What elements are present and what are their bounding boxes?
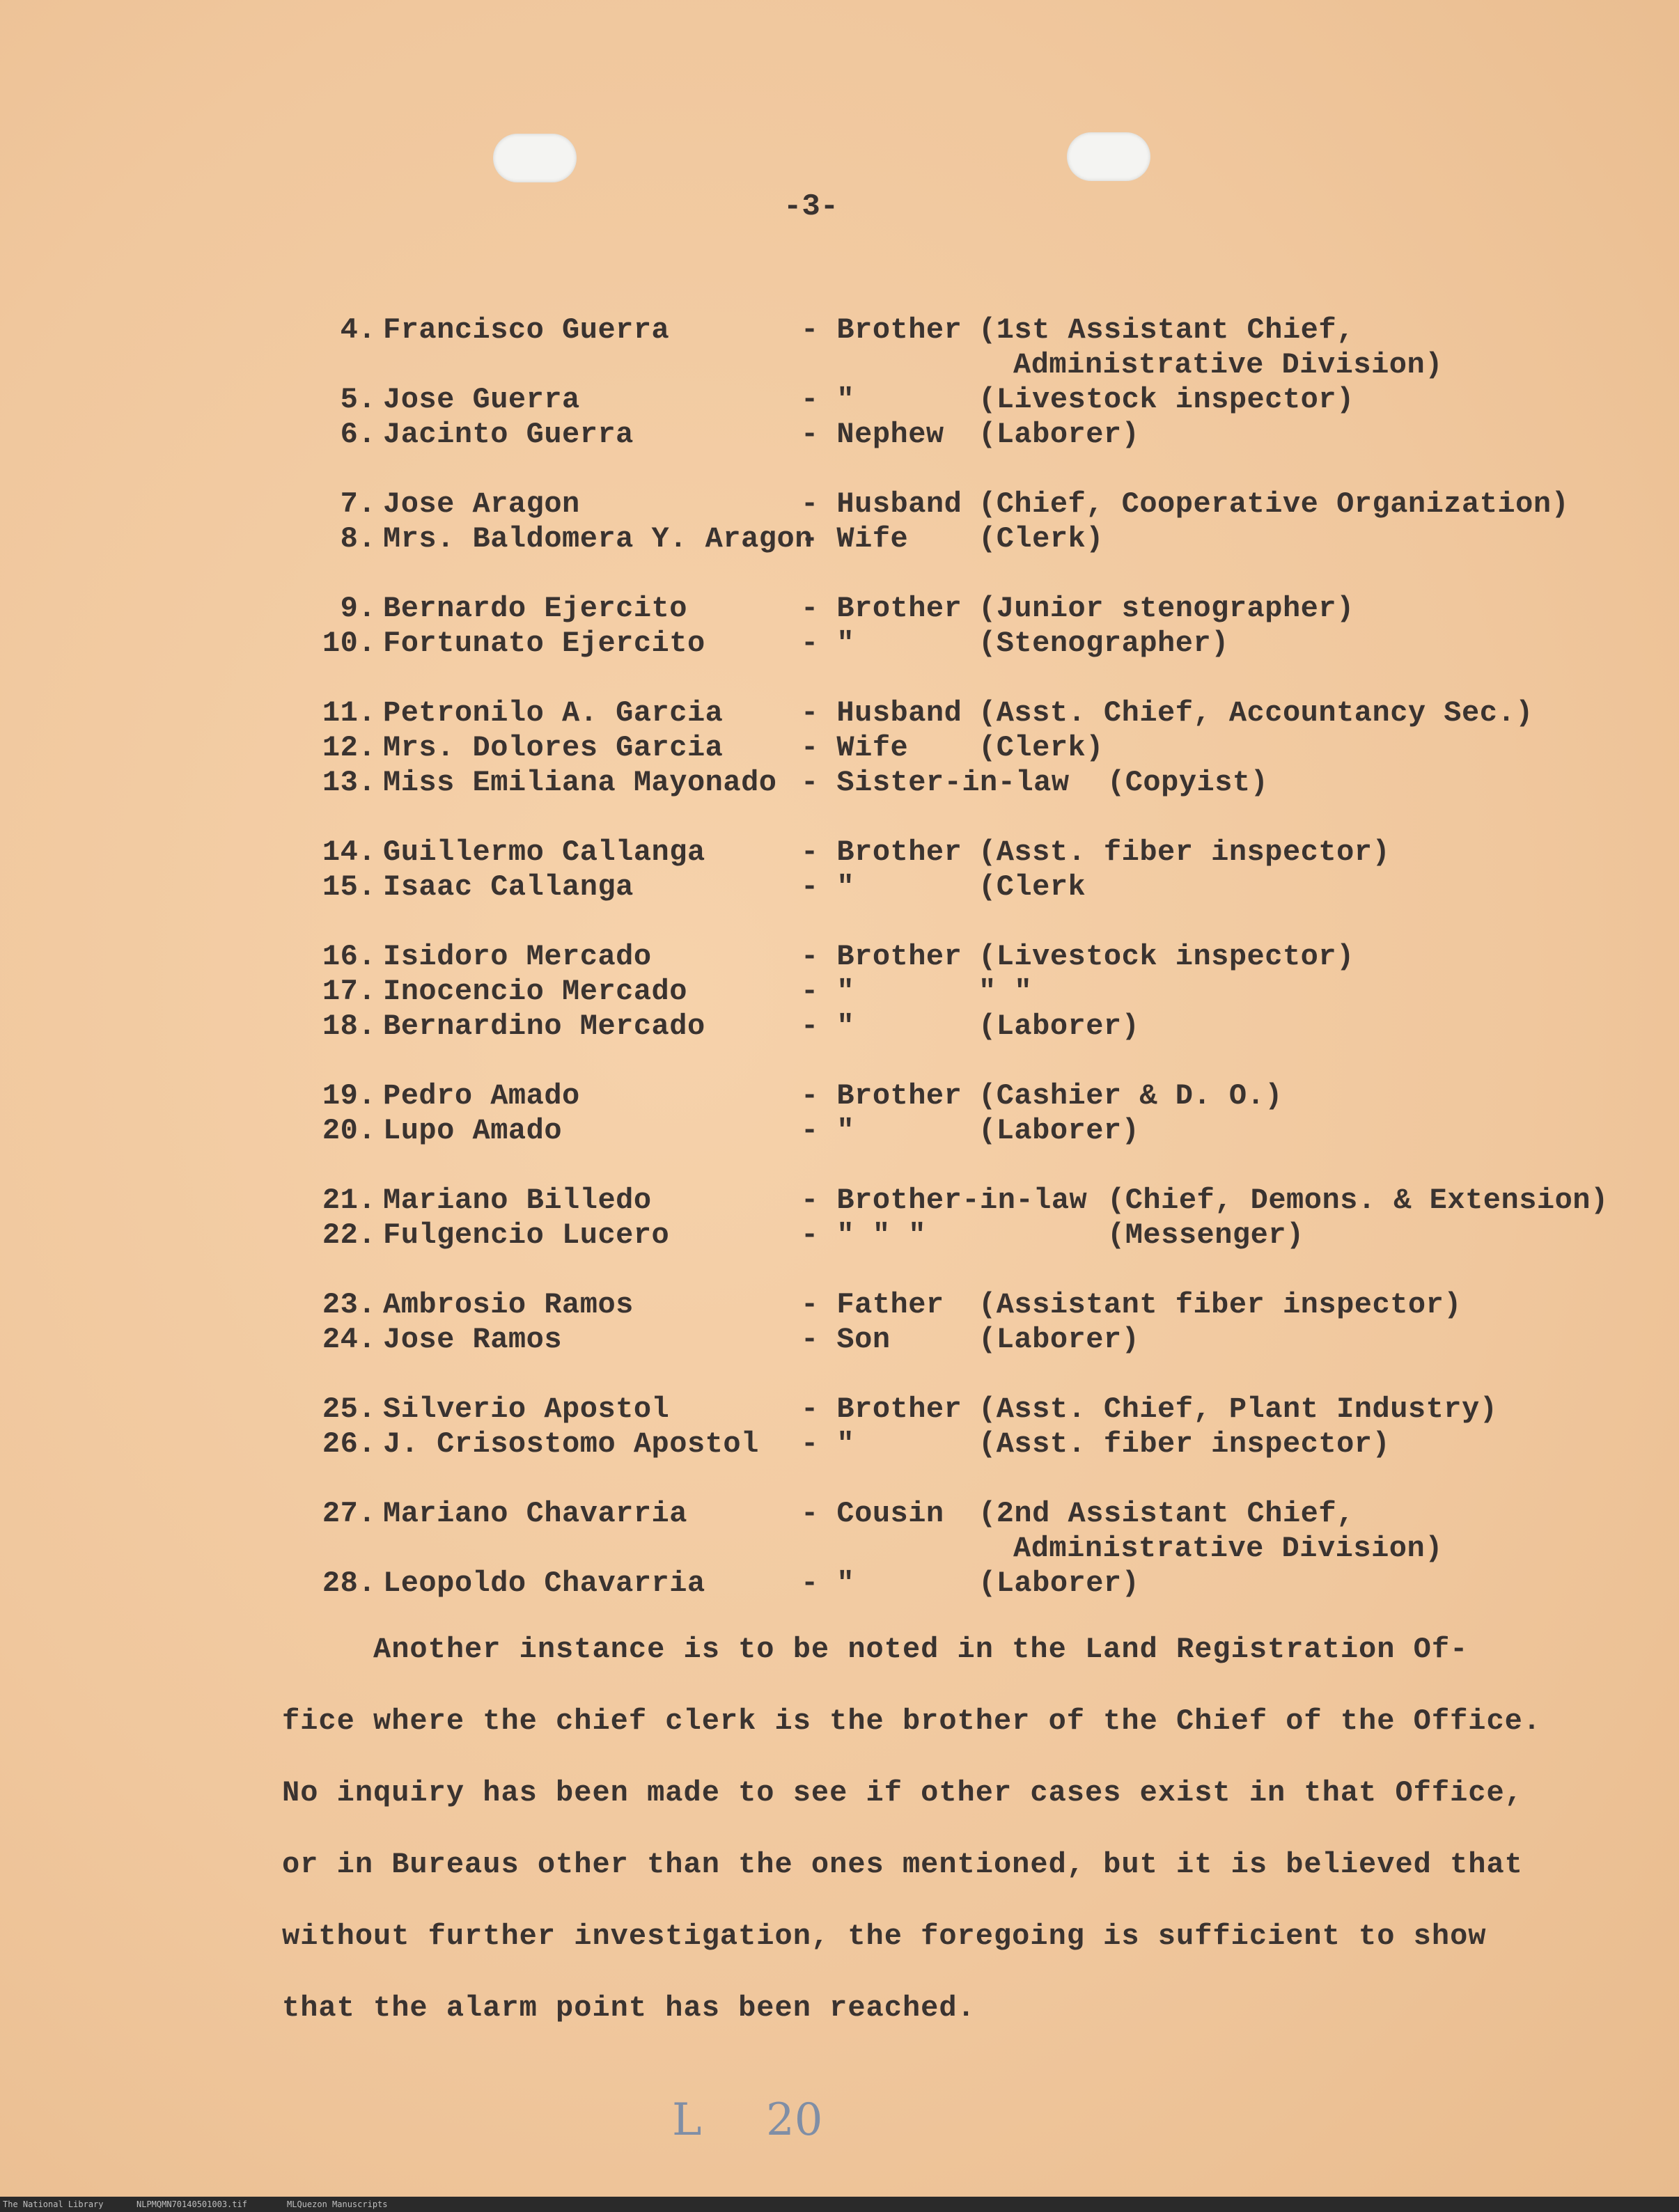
paragraph-line: or in Bureaus other than the ones mentioned, but it is believed that xyxy=(282,1848,1523,1881)
entry-number: 10. xyxy=(322,627,376,660)
entry-relation: - " xyxy=(801,383,855,416)
entry-number: 4. xyxy=(340,313,376,347)
annotation-number: 20 xyxy=(766,2094,823,2146)
paragraph-line: that the alarm point has been reached. xyxy=(282,1991,976,2025)
entry-number: 27. xyxy=(322,1497,376,1530)
entry-name: Mariano Chavarria xyxy=(383,1497,687,1530)
entry-position: (Laborer) xyxy=(978,1114,1140,1147)
footer-file: NLPMQMN70140501003.tif xyxy=(136,2199,247,2209)
entry-relation: - " xyxy=(801,627,855,660)
entry-position: (Clerk xyxy=(978,870,1086,904)
entry-relation: - Brother xyxy=(801,836,962,869)
entry-position-continued: Administrative Division) xyxy=(1013,1532,1443,1565)
entry-relation: - " xyxy=(801,1427,855,1461)
paragraph-line: No inquiry has been made to see if other cases exist in that Office, xyxy=(282,1776,1523,1810)
entry-name: Mrs. Dolores Garcia xyxy=(383,731,724,764)
entry-name: Fulgencio Lucero xyxy=(383,1218,670,1252)
entry-relation: - Husband xyxy=(801,696,962,730)
entry-position: (Asst. fiber inspector) xyxy=(978,1427,1391,1461)
entry-row xyxy=(299,1567,705,1600)
entry-relation: - Brother xyxy=(801,592,962,625)
entry-position: (Livestock inspector) xyxy=(978,940,1354,973)
entry-row xyxy=(299,1184,652,1217)
entry-number: 19. xyxy=(322,1079,376,1113)
entry-name: Silverio Apostol xyxy=(383,1393,670,1426)
entry-position: (Junior stenographer) xyxy=(978,592,1354,625)
entry-position: (Assistant fiber inspector) xyxy=(978,1288,1462,1321)
entry-number: 11. xyxy=(322,696,376,730)
entry-position: (Asst. Chief, Accountancy Sec.) xyxy=(978,696,1533,730)
entry-position: (Asst. fiber inspector) xyxy=(978,836,1391,869)
entry-position: (Messenger) xyxy=(1107,1218,1304,1252)
entry-relation: - " xyxy=(801,1567,855,1600)
page-number: -3- xyxy=(783,189,839,224)
paragraph-line: without further investigation, the foregoing is sufficient to show xyxy=(282,1920,1487,1953)
entry-position: (Laborer) xyxy=(978,418,1140,451)
entry-name: Bernardo Ejercito xyxy=(383,592,687,625)
entry-position: " " xyxy=(978,975,1033,1008)
entry-position: (Clerk) xyxy=(978,731,1104,764)
entry-relation: - Son xyxy=(801,1323,891,1356)
entry-row xyxy=(299,1079,580,1113)
entry-relation: - Brother xyxy=(801,1079,962,1113)
entry-relation: - Wife xyxy=(801,522,909,556)
entry-relation: - " xyxy=(801,870,855,904)
entry-name: Jose Aragon xyxy=(383,487,580,521)
entry-name: Mrs. Baldomera Y. Aragon xyxy=(383,522,813,556)
entry-row xyxy=(299,696,723,730)
entry-row xyxy=(299,418,634,451)
entry-position-continued: Administrative Division) xyxy=(1013,348,1443,382)
entry-position: (Laborer) xyxy=(978,1323,1140,1356)
entry-number: 6. xyxy=(340,418,376,451)
annotation-letter: L xyxy=(672,2094,702,2146)
entry-position: (Chief, Cooperative Organization) xyxy=(978,487,1570,521)
entry-number: 18. xyxy=(322,1010,376,1043)
entry-number: 9. xyxy=(340,592,376,625)
entry-position: (Livestock inspector) xyxy=(978,383,1354,416)
entry-number: 12. xyxy=(322,731,376,764)
entry-name: Guillermo Callanga xyxy=(383,836,705,869)
entry-position: (Copyist) xyxy=(1107,766,1269,799)
entry-relation: - Father xyxy=(801,1288,944,1321)
entry-row xyxy=(299,627,705,660)
entry-name: Isidoro Mercado xyxy=(383,940,652,973)
entry-row xyxy=(299,313,669,347)
entry-name: Isaac Callanga xyxy=(383,870,634,904)
entry-position: (1st Assistant Chief, xyxy=(978,313,1354,347)
paragraph-line: Another instance is to be noted in the Land Registration Of- xyxy=(282,1633,1469,1666)
entry-row xyxy=(299,487,580,521)
entry-relation: - Wife xyxy=(801,731,909,764)
entry-position: (2nd Assistant Chief, xyxy=(978,1497,1354,1530)
entry-relation: - " " " xyxy=(801,1218,926,1252)
entry-relation: - Nephew xyxy=(801,418,944,451)
entry-position: (Asst. Chief, Plant Industry) xyxy=(978,1393,1498,1426)
paragraph-line: fice where the chief clerk is the brother of the Chief of the Office. xyxy=(282,1704,1542,1738)
entry-position: (Cashier & D. O.) xyxy=(978,1079,1283,1113)
entry-position: (Stenographer) xyxy=(978,627,1229,660)
entry-number: 25. xyxy=(322,1393,376,1426)
entry-row xyxy=(299,1323,562,1356)
entry-number: 20. xyxy=(322,1114,376,1147)
entry-number: 17. xyxy=(322,975,376,1008)
entry-name: J. Crisostomo Apostol xyxy=(383,1427,759,1461)
entry-number: 28. xyxy=(322,1567,376,1600)
footer-library: The National Library xyxy=(3,2199,104,2209)
entry-name: Miss Emiliana Mayonado xyxy=(383,766,777,799)
punch-hole-left xyxy=(493,134,577,182)
entry-name: Ambrosio Ramos xyxy=(383,1288,634,1321)
entry-relation: - Brother xyxy=(801,1393,962,1426)
entry-relation: - Brother xyxy=(801,940,962,973)
entry-number: 24. xyxy=(322,1323,376,1356)
entry-name: Jose Guerra xyxy=(383,383,580,416)
entry-relation: - " xyxy=(801,1010,855,1043)
entry-name: Leopoldo Chavarria xyxy=(383,1567,705,1600)
entry-row xyxy=(299,1497,687,1530)
entry-row xyxy=(299,1288,634,1321)
entry-name: Mariano Billedo xyxy=(383,1184,652,1217)
entry-number: 8. xyxy=(340,522,376,556)
entry-row xyxy=(299,766,777,799)
entry-number: 13. xyxy=(322,766,376,799)
entry-position: (Laborer) xyxy=(978,1567,1140,1600)
entry-row xyxy=(299,1010,705,1043)
entry-row xyxy=(299,1114,562,1147)
entry-name: Bernardino Mercado xyxy=(383,1010,705,1043)
entry-number: 15. xyxy=(322,870,376,904)
entry-relation: - " xyxy=(801,1114,855,1147)
entry-position: (Chief, Demons. & Extension) xyxy=(1107,1184,1609,1217)
entry-row xyxy=(299,731,723,764)
entry-position: (Laborer) xyxy=(978,1010,1140,1043)
entry-name: Petronilo A. Garcia xyxy=(383,696,724,730)
entry-position: (Clerk) xyxy=(978,522,1104,556)
entry-name: Fortunato Ejercito xyxy=(383,627,705,660)
entry-row xyxy=(299,592,687,625)
entry-row xyxy=(299,1393,669,1426)
entry-name: Jacinto Guerra xyxy=(383,418,634,451)
entry-row xyxy=(299,836,705,869)
entry-row xyxy=(299,870,634,904)
entry-number: 26. xyxy=(322,1427,376,1461)
punch-hole-right xyxy=(1067,132,1150,181)
entry-relation: - Brother xyxy=(801,313,962,347)
entry-row xyxy=(299,522,813,556)
entry-row xyxy=(299,1427,759,1461)
entry-name: Jose Ramos xyxy=(383,1323,563,1356)
entry-name: Pedro Amado xyxy=(383,1079,580,1113)
entry-number: 5. xyxy=(340,383,376,416)
entry-name: Inocencio Mercado xyxy=(383,975,687,1008)
entry-relation: - Brother-in-law xyxy=(801,1184,1088,1217)
entry-number: 22. xyxy=(322,1218,376,1252)
entry-row xyxy=(299,383,580,416)
entry-row xyxy=(299,975,687,1008)
entry-relation: - Husband xyxy=(801,487,962,521)
entry-number: 16. xyxy=(322,940,376,973)
entry-relation: - Cousin xyxy=(801,1497,944,1530)
entry-number: 23. xyxy=(322,1288,376,1321)
entry-number: 14. xyxy=(322,836,376,869)
entry-relation: - " xyxy=(801,975,855,1008)
entry-number: 21. xyxy=(322,1184,376,1217)
scan-footer xyxy=(0,2197,1679,2212)
entry-relation: - Sister-in-law xyxy=(801,766,1070,799)
entry-name: Francisco Guerra xyxy=(383,313,670,347)
entry-row xyxy=(299,940,652,973)
footer-collection: MLQuezon Manuscripts xyxy=(287,2199,388,2209)
entry-row xyxy=(299,1218,669,1252)
entry-name: Lupo Amado xyxy=(383,1114,563,1147)
entry-number: 7. xyxy=(340,487,376,521)
